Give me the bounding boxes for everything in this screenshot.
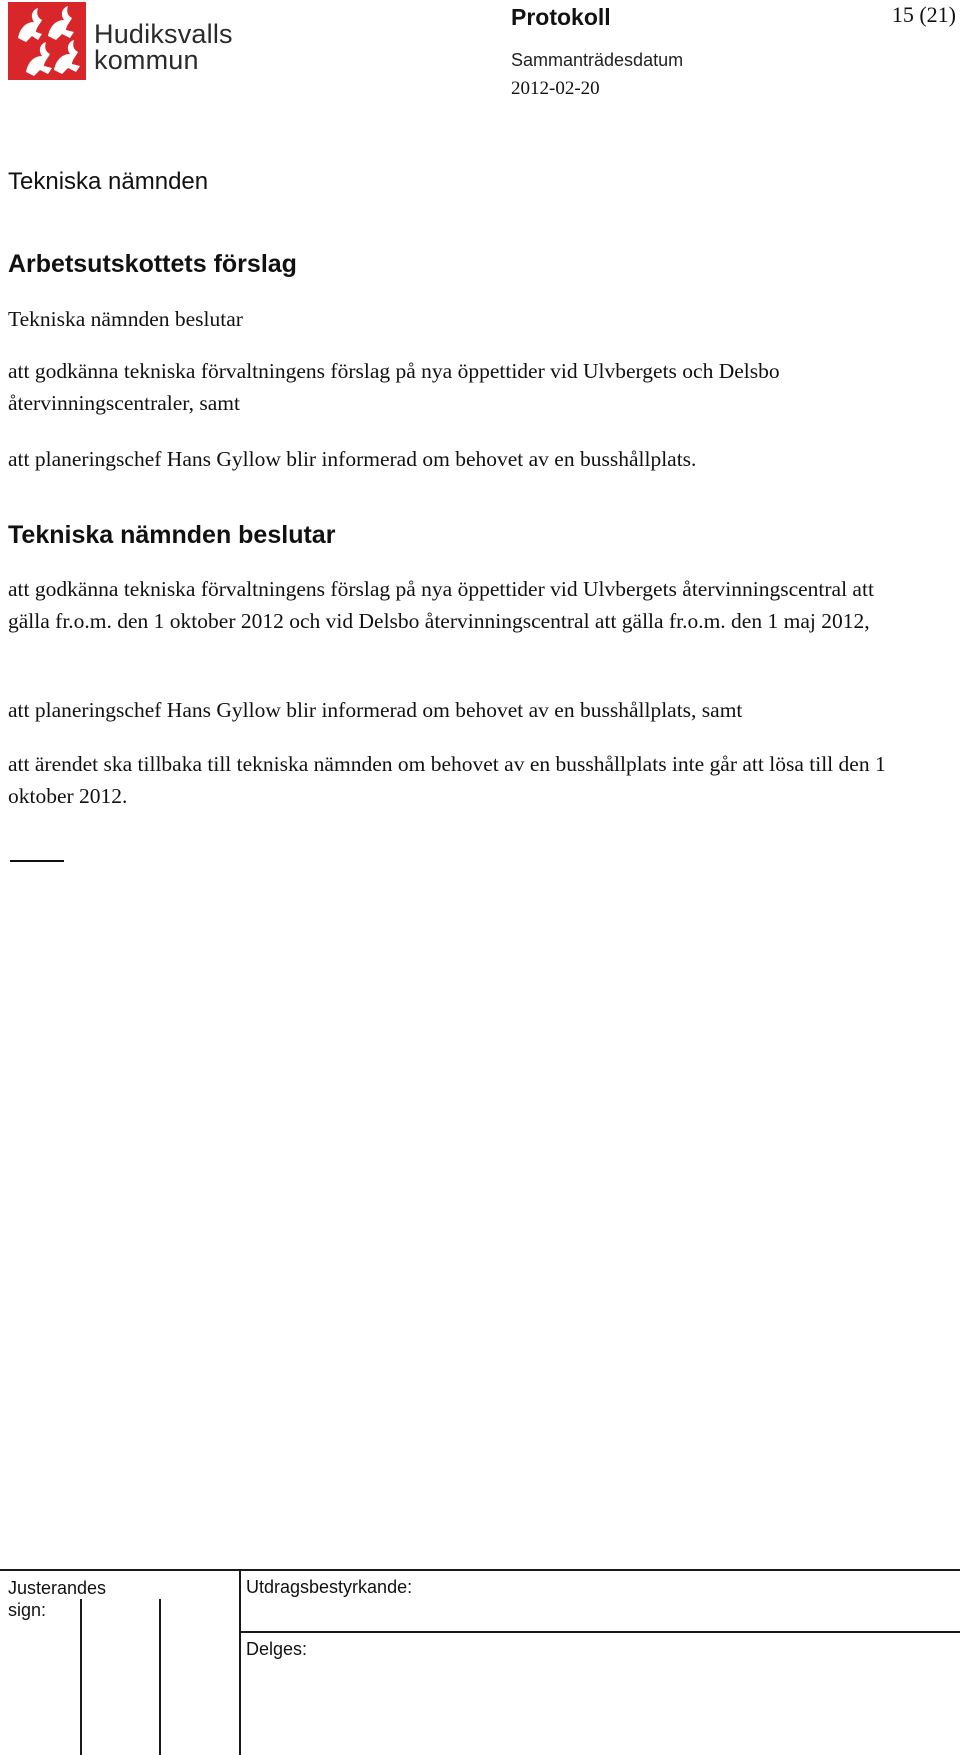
proposal-paragraph: att godkänna tekniska förvaltningens förslag på nya öppettider vid Ulvbergets och Delsbo återvinningscentraler, samt — [8, 359, 780, 415]
logo-text-line1: Hudiksvalls — [94, 19, 233, 49]
decision-paragraph: att planeringschef Hans Gyllow blir informerad om behovet av en busshållplats, samt — [8, 698, 743, 722]
signature-footer — [0, 1569, 960, 1755]
municipality-logo — [8, 2, 248, 80]
end-separator — [10, 860, 64, 862]
justerandes-sign-label: Justerandes sign: — [8, 1578, 107, 1620]
goat-emblem-icon — [8, 2, 86, 80]
committee-name: Tekniska nämnden — [8, 168, 209, 195]
utdragsbestyrkande-label: Utdragsbestyrkande: — [246, 1577, 413, 1597]
footer-row-divider — [241, 1631, 960, 1633]
signature-box-divider — [80, 1599, 82, 1755]
signature-box-divider — [159, 1599, 161, 1755]
meeting-date-value: 2012-02-20 — [511, 78, 600, 99]
proposal-intro: Tekniska nämnden beslutar — [8, 307, 243, 331]
document-type: Protokoll — [511, 4, 611, 30]
decision-heading: Tekniska nämnden beslutar — [8, 521, 336, 549]
page-number: 15 (21) — [891, 2, 956, 27]
logo-text-line2: kommun — [94, 45, 199, 75]
proposal-paragraph: att planeringschef Hans Gyllow blir informerad om behovet av en busshållplats. — [8, 447, 697, 471]
meeting-date-label: Sammanträdesdatum — [511, 50, 684, 70]
decision-paragraph: att ärendet ska tillbaka till tekniska nämnden om behovet av en busshållplats inte går att lösa till den 1 oktober 2012. — [8, 752, 886, 808]
decision-paragraph: att godkänna tekniska förvaltningens förslag på nya öppettider vid Ulvbergets återvinningscentral att gälla fr.o.m. den 1 oktober 2012 och vid Delsbo återvinningscentral att gälla fr.o.m. den 1 maj 2012, — [8, 577, 874, 633]
proposal-heading: Arbetsutskottets förslag — [8, 250, 297, 278]
delges-label: Delges: — [246, 1639, 308, 1659]
footer-top-rule — [0, 1569, 960, 1571]
footer-column-divider — [239, 1569, 241, 1755]
